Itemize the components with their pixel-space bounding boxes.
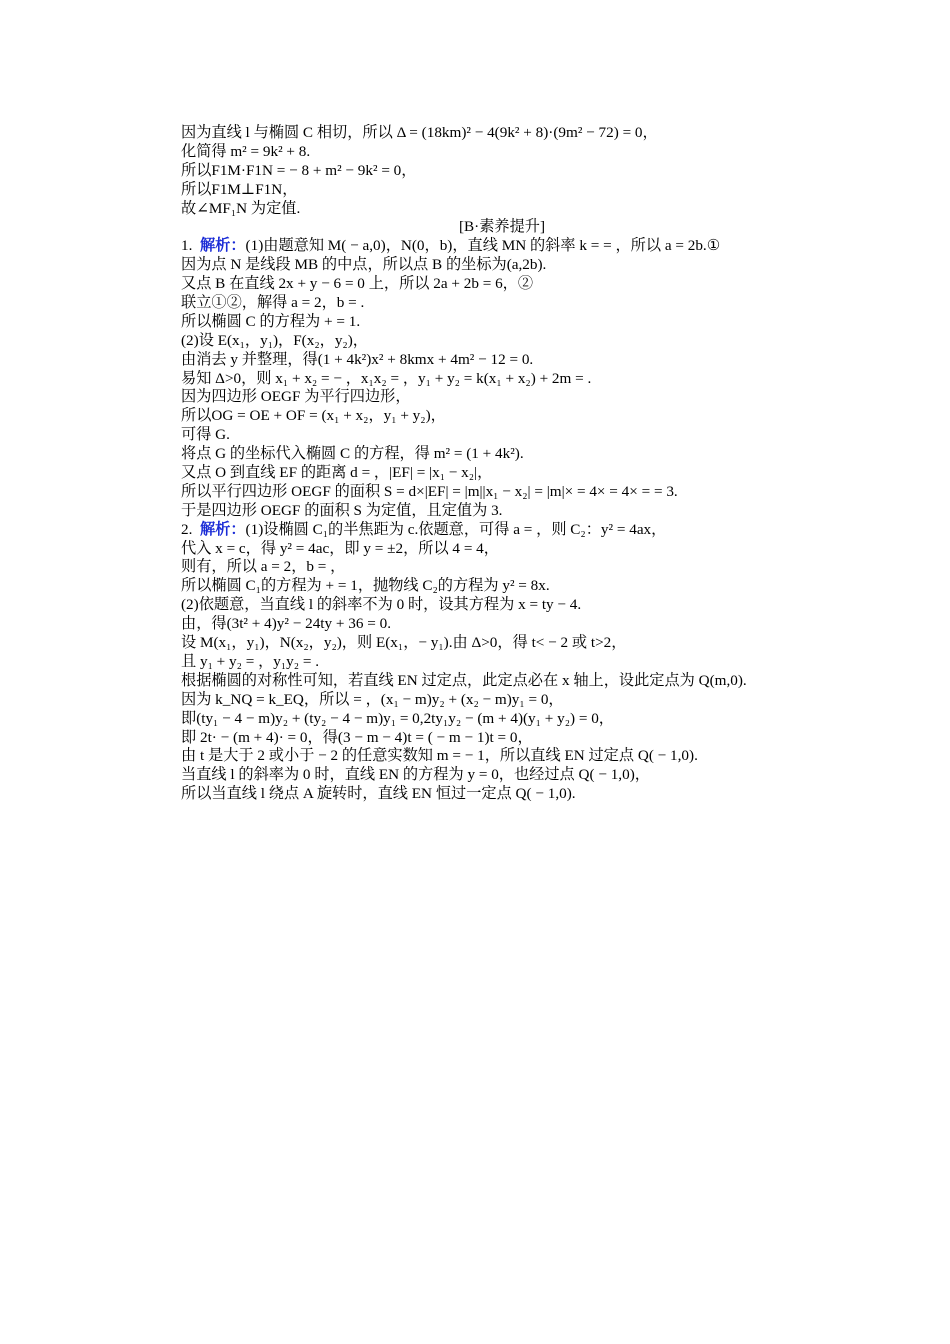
- text-line: 因为点 N 是线段 MB 的中点，所以点 B 的坐标为(a,2b).: [181, 256, 547, 274]
- text-line: 即(ty₁ − 4 − m)y₂ + (ty₂ − 4 − m)y₁ = 0,2ty₁y₂ − (m + 4)(y₁ + y₂) = 0，: [181, 709, 614, 727]
- text-line: 化简得 m² = 9k² + 8.: [181, 142, 311, 160]
- solution-keyword: 解析：: [199, 237, 246, 255]
- text-line: 所以OG = OE + OF = (x₁ + x₂，y₁ + y₂)，: [181, 407, 446, 425]
- text-line: 所以椭圆 C₁的方程为 + = 1，抛物线 C₂的方程为 y² = 8x.: [181, 577, 550, 595]
- text-line: 可得 G.: [181, 426, 230, 444]
- text-line: 因为直线 l 与椭圆 C 相切，所以 Δ = (18km)² − 4(9k² + 8)·(9m² − 72) = 0，: [181, 124, 658, 141]
- text-line: 由消去 y 并整理，得(1 + 4k²)x² + 8kmx + 4m² − 12 = 0.: [181, 350, 534, 368]
- text-line: (2)设 E(x₁，y₁)，F(x₂，y₂)，: [181, 331, 368, 349]
- text-line: 因为 k_NQ = k_EQ，所以 = ，(x₁ − m)y₂ + (x₂ − m)y₁ = 0，: [181, 690, 564, 708]
- text-line: 设 M(x₁，y₁)，N(x₂，y₂)，则 E(x₁，− y₁).由 Δ>0，得 t< − 2 或 t>2，: [181, 634, 627, 652]
- text-line: 又点 B 在直线 2x + y − 6 = 0 上，所以 2a + 2b = 6，②: [181, 275, 534, 293]
- text-line: 当直线 l 的斜率为 0 时，直线 EN 的方程为 y = 0，也经过点 Q( − 1,0)，: [181, 766, 650, 784]
- text-line: 于是四边形 OEGF 的面积 S 为定值，且定值为 3.: [181, 501, 503, 519]
- text-line: 代入 x = c，得 y² = 4ac，即 y = ±2，所以 4 = 4，: [181, 539, 499, 557]
- solution-keyword: 解析：: [199, 520, 246, 538]
- problem-number: 2.: [181, 520, 193, 538]
- text-line: 则有，所以 a = 2，b = ，: [181, 558, 346, 576]
- text-line: 即 2t· − (m + 4)· = 0，得(3 − m − 4)t = ( − m − 1)t = 0，: [181, 728, 533, 746]
- text-line: (2)依题意，当直线 l 的斜率不为 0 时，设其方程为 x = ty − 4.: [181, 596, 582, 614]
- problem-first-line: (1)设椭圆 C₁的半焦距为 c.依题意，可得 a = ，则 C₂：y² = 4ax，: [245, 520, 667, 538]
- problem-1-header: [181, 237, 821, 256]
- text-line: 所以椭圆 C 的方程为 + = 1.: [181, 312, 361, 330]
- text-line: 所以平行四边形 OEGF 的面积 S = d×|EF| = |m||x₁ − x₂| = |m|× = 4× = 4× = = 3.: [181, 482, 678, 500]
- text-line: 所以F1M⊥F1N，: [181, 180, 298, 198]
- text-line: 易知 Δ>0，则 x₁ + x₂ = − ，x₁x₂ = ，y₁ + y₂ = k(x₁ + x₂) + 2m = .: [181, 369, 592, 387]
- text-line: 联立①②，解得 a = 2，b = .: [181, 294, 365, 312]
- text-line: 由，得(3t² + 4)y² − 24ty + 36 = 0.: [181, 615, 391, 633]
- problem-first-line: (1)由题意知 M( − a,0)，N(0，b)，直线 MN 的斜率 k = = ，所以 a = 2b.①: [245, 237, 721, 255]
- text-line: 因为四边形 OEGF 为平行四边形，: [181, 388, 411, 406]
- text-line: 所以F1M·F1N = − 8 + m² − 9k² = 0，: [181, 161, 417, 179]
- problem-number: 1.: [181, 237, 193, 255]
- text-line: 且 y₁ + y₂ = ，y₁y₂ = .: [181, 652, 320, 670]
- text-line: 又点 O 到直线 EF 的距离 d = ，|EF| = |x₁ − x₂|，: [181, 464, 493, 482]
- text-line: 将点 G 的坐标代入椭圆 C 的方程，得 m² = (1 + 4k²).: [181, 445, 524, 463]
- problem-2-header: [181, 521, 821, 540]
- section-title: [B·素养提升]: [458, 218, 546, 236]
- text-line: 所以当直线 l 绕点 A 旋转时，直线 EN 恒过一定点 Q( − 1,0).: [181, 785, 576, 803]
- text-line: 根据椭圆的对称性可知，若直线 EN 过定点，此定点必在 x 轴上，设此定点为 Q(m,0).: [181, 671, 747, 689]
- document-body: [181, 124, 821, 804]
- text-line: 故∠MF₁N 为定值.: [181, 199, 301, 217]
- text-line: 由 t 是大于 2 或小于 − 2 的任意实数知 m = − 1，所以直线 EN 过定点 Q( − 1,0).: [181, 747, 698, 765]
